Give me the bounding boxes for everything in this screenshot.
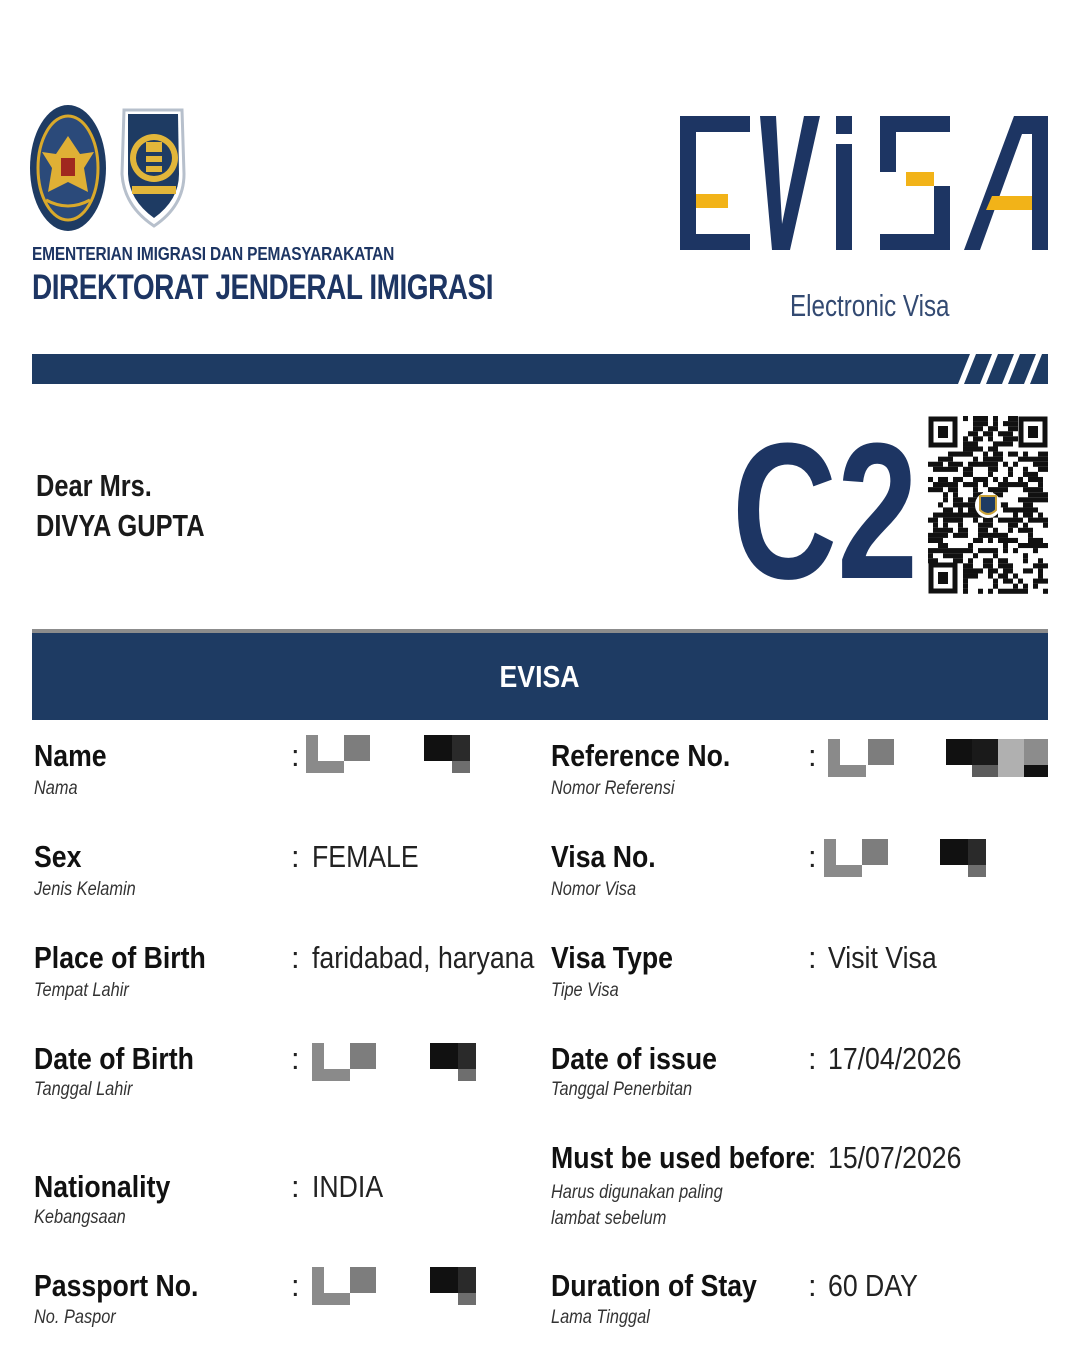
sex-colon: :	[291, 839, 300, 874]
greeting-salutation: Dear Mrs.	[36, 468, 152, 503]
visa-code-text: C2	[732, 403, 918, 620]
sex-sublabel: Jenis Kelamin	[34, 879, 136, 900]
date-of-birth-colon: :	[291, 1041, 300, 1076]
date-of-issue-colon: :	[808, 1041, 817, 1076]
directorate-name: DIREKTORAT JENDERAL IMIGRASI	[32, 268, 494, 307]
emblems	[28, 102, 198, 234]
reference-no-colon: :	[808, 738, 817, 773]
visa-index-code	[730, 403, 920, 620]
name-sublabel: Nama	[34, 778, 78, 799]
name-colon: :	[291, 738, 300, 773]
passport-no-sublabel: No. Paspor	[34, 1307, 116, 1328]
holder-name: DIVYA GUPTA	[36, 508, 205, 543]
duration-of-stay-label: Duration of Stay	[551, 1268, 757, 1303]
nationality-label: Nationality	[34, 1169, 171, 1204]
section-title: EVISA	[499, 658, 581, 694]
visa-type-label: Visa Type	[551, 940, 674, 975]
date-of-issue-label: Date of issue	[551, 1041, 717, 1076]
duration-of-stay-sublabel: Lama Tinggal	[551, 1307, 650, 1328]
date-of-birth-redacted	[312, 1043, 478, 1083]
visa-type-colon: :	[808, 940, 817, 975]
visa-no-sublabel: Nomor Visa	[551, 879, 637, 900]
place-of-birth-value: faridabad, haryana	[312, 940, 535, 975]
evisa-logo	[676, 104, 1050, 264]
duration-of-stay-value: 60 DAY	[828, 1268, 918, 1303]
duration-of-stay-colon: :	[808, 1268, 817, 1303]
visa-type-value: Visit Visa	[828, 940, 937, 975]
must-be-used-before-value: 15/07/2026	[828, 1140, 962, 1175]
reference-no-sublabel: Nomor Referensi	[551, 778, 675, 799]
name-label: Name	[34, 738, 107, 773]
nationality-colon: :	[291, 1169, 300, 1204]
place-of-birth-label: Place of Birth	[34, 940, 206, 975]
ministry-name: EMENTERIAN IMIGRASI DAN PEMASYARAKATAN	[32, 244, 395, 264]
reference-no-label: Reference No.	[551, 738, 731, 773]
visa-no-colon: :	[808, 839, 817, 874]
header-band	[32, 354, 1048, 384]
date-of-birth-label: Date of Birth	[34, 1041, 194, 1076]
sex-value: FEMALE	[312, 839, 419, 874]
date-of-birth-sublabel: Tanggal Lahir	[34, 1079, 133, 1100]
name-redacted	[306, 735, 472, 775]
passport-no-colon: :	[291, 1268, 300, 1303]
nationality-value: INDIA	[312, 1169, 384, 1204]
date-of-issue-sublabel: Tanggal Penerbitan	[551, 1079, 693, 1100]
section-title-bar	[32, 633, 1048, 720]
imigrasi-emblem-icon	[122, 110, 184, 226]
nationality-sublabel: Kebangsaan	[34, 1207, 126, 1228]
must-be-used-before-colon: :	[808, 1140, 817, 1175]
date-of-issue-value: 17/04/2026	[828, 1041, 962, 1076]
qr-code	[928, 416, 1048, 594]
must-be-used-before-sublabel: Harus digunakan paling lambat sebelum	[551, 1182, 723, 1229]
place-of-birth-colon: :	[291, 940, 300, 975]
reference-no-redacted	[828, 739, 1048, 779]
passport-no-redacted	[312, 1267, 478, 1307]
sex-label: Sex	[34, 839, 82, 874]
must-be-used-before-label: Must be used before	[551, 1140, 811, 1175]
garuda-emblem-icon	[30, 105, 106, 231]
visa-no-redacted	[824, 839, 990, 879]
logo-subtitle: Electronic Visa	[790, 288, 950, 323]
visa-no-label: Visa No.	[551, 839, 656, 874]
place-of-birth-sublabel: Tempat Lahir	[34, 980, 129, 1001]
passport-no-label: Passport No.	[34, 1268, 199, 1303]
visa-type-sublabel: Tipe Visa	[551, 980, 619, 1001]
